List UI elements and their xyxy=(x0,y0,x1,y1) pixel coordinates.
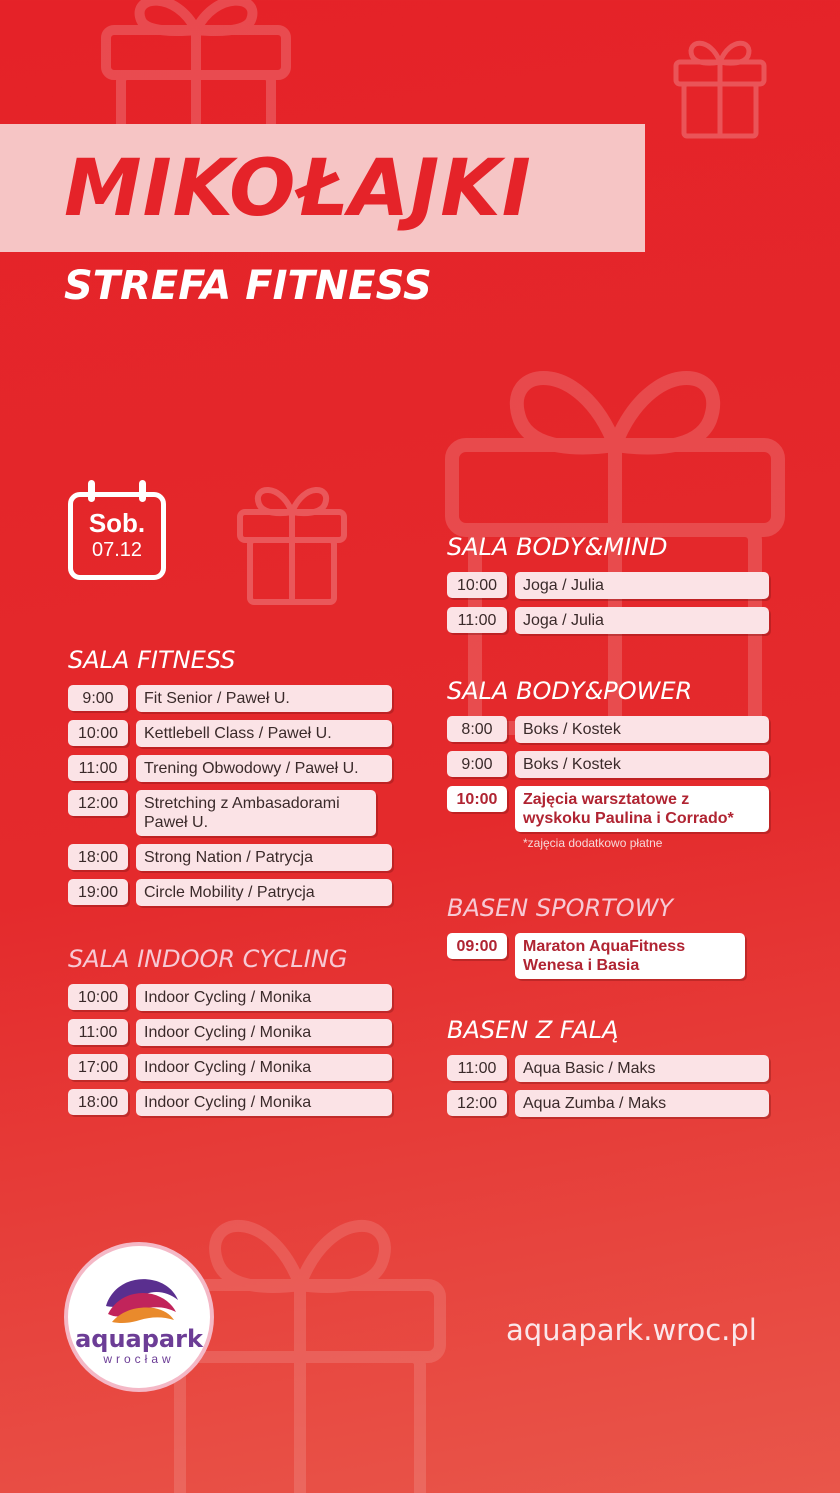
schedule-row xyxy=(68,1019,392,1046)
schedule-row xyxy=(68,720,392,747)
activity-label: Indoor Cycling / Monika xyxy=(136,1054,392,1081)
section-sala-body-power xyxy=(447,676,769,850)
page-subtitle: STREFA FITNESS xyxy=(64,263,432,309)
gift-icon xyxy=(236,482,348,606)
activity-label: Indoor Cycling / Monika xyxy=(136,1089,392,1116)
gift-icon xyxy=(672,36,768,140)
time-label: 17:00 xyxy=(68,1054,128,1080)
section-title: SALA BODY&MIND xyxy=(447,533,668,561)
date-day: Sob. xyxy=(88,508,146,538)
time-label: 11:00 xyxy=(447,1055,507,1081)
time-label: 11:00 xyxy=(68,1019,128,1045)
time-label: 18:00 xyxy=(68,1089,128,1115)
section-sala-indoor-cycling xyxy=(68,944,392,1124)
schedule-row xyxy=(447,1055,769,1082)
schedule-row xyxy=(68,755,392,782)
schedule-row xyxy=(68,984,392,1011)
schedule-row xyxy=(447,572,769,599)
logo-city: wrocław xyxy=(103,1352,175,1366)
section-title: SALA INDOOR CYCLING xyxy=(68,945,348,973)
activity-label: Zajęcia warsztatowe z wyskoku Paulina i Corrado* xyxy=(515,786,769,832)
activity-label: Maraton AquaFitness Wenesa i Basia xyxy=(515,933,745,979)
activity-label: Indoor Cycling / Monika xyxy=(136,1019,392,1046)
schedule-row xyxy=(68,844,392,871)
page-title: MIKOŁAJKI xyxy=(64,144,532,234)
section-sala-fitness xyxy=(68,645,392,914)
wave-icon xyxy=(102,1266,182,1324)
schedule-row xyxy=(447,1090,769,1117)
time-label: 10:00 xyxy=(447,786,507,812)
schedule-row xyxy=(68,790,392,836)
schedule-row xyxy=(447,607,769,634)
schedule-row xyxy=(68,879,392,906)
section-sala-body-mind xyxy=(447,532,769,642)
activity-label: Joga / Julia xyxy=(515,572,769,599)
activity-label: Indoor Cycling / Monika xyxy=(136,984,392,1011)
time-label: 10:00 xyxy=(68,984,128,1010)
schedule-row xyxy=(68,1089,392,1116)
time-label: 9:00 xyxy=(447,751,507,777)
schedule-row-highlighted xyxy=(447,786,769,832)
time-label: 18:00 xyxy=(68,844,128,870)
time-label: 19:00 xyxy=(68,879,128,905)
activity-label: Boks / Kostek xyxy=(515,716,769,743)
activity-label: Stretching z Ambasadorami Paweł U. xyxy=(136,790,376,836)
schedule-row xyxy=(447,751,769,778)
section-title: BASEN SPORTOWY xyxy=(447,894,674,922)
activity-label: Kettlebell Class / Paweł U. xyxy=(136,720,392,747)
activity-label: Trening Obwodowy / Paweł U. xyxy=(136,755,392,782)
time-label: 12:00 xyxy=(447,1090,507,1116)
time-label: 11:00 xyxy=(68,755,128,781)
time-label: 8:00 xyxy=(447,716,507,742)
time-label: 12:00 xyxy=(68,790,128,816)
activity-label: Aqua Zumba / Maks xyxy=(515,1090,769,1117)
time-label: 11:00 xyxy=(447,607,507,633)
schedule-row xyxy=(447,716,769,743)
time-label: 9:00 xyxy=(68,685,128,711)
time-label: 10:00 xyxy=(68,720,128,746)
section-title: SALA FITNESS xyxy=(68,646,236,674)
time-label: 10:00 xyxy=(447,572,507,598)
section-title: BASEN Z FALĄ xyxy=(447,1016,619,1044)
price-note: *zajęcia dodatkowo płatne xyxy=(523,836,663,850)
section-basen-z-fala xyxy=(447,1015,769,1125)
activity-label: Joga / Julia xyxy=(515,607,769,634)
activity-label: Strong Nation / Patrycja xyxy=(136,844,392,871)
section-title: SALA BODY&POWER xyxy=(447,677,693,705)
schedule-row xyxy=(68,1054,392,1081)
activity-label: Boks / Kostek xyxy=(515,751,769,778)
aquapark-logo[interactable] xyxy=(64,1242,214,1392)
section-basen-sportowy xyxy=(447,893,745,987)
website-link[interactable]: aquapark.wroc.pl xyxy=(506,1313,757,1347)
activity-label: Aqua Basic / Maks xyxy=(515,1055,769,1082)
activity-label: Circle Mobility / Patrycja xyxy=(136,879,392,906)
schedule-row-highlighted xyxy=(447,933,745,979)
logo-name: aquapark xyxy=(75,1325,203,1353)
time-label: 09:00 xyxy=(447,933,507,959)
schedule-row xyxy=(68,685,392,712)
calendar-icon xyxy=(68,480,166,580)
date-value: 07.12 xyxy=(91,539,143,561)
activity-label: Fit Senior / Paweł U. xyxy=(136,685,392,712)
